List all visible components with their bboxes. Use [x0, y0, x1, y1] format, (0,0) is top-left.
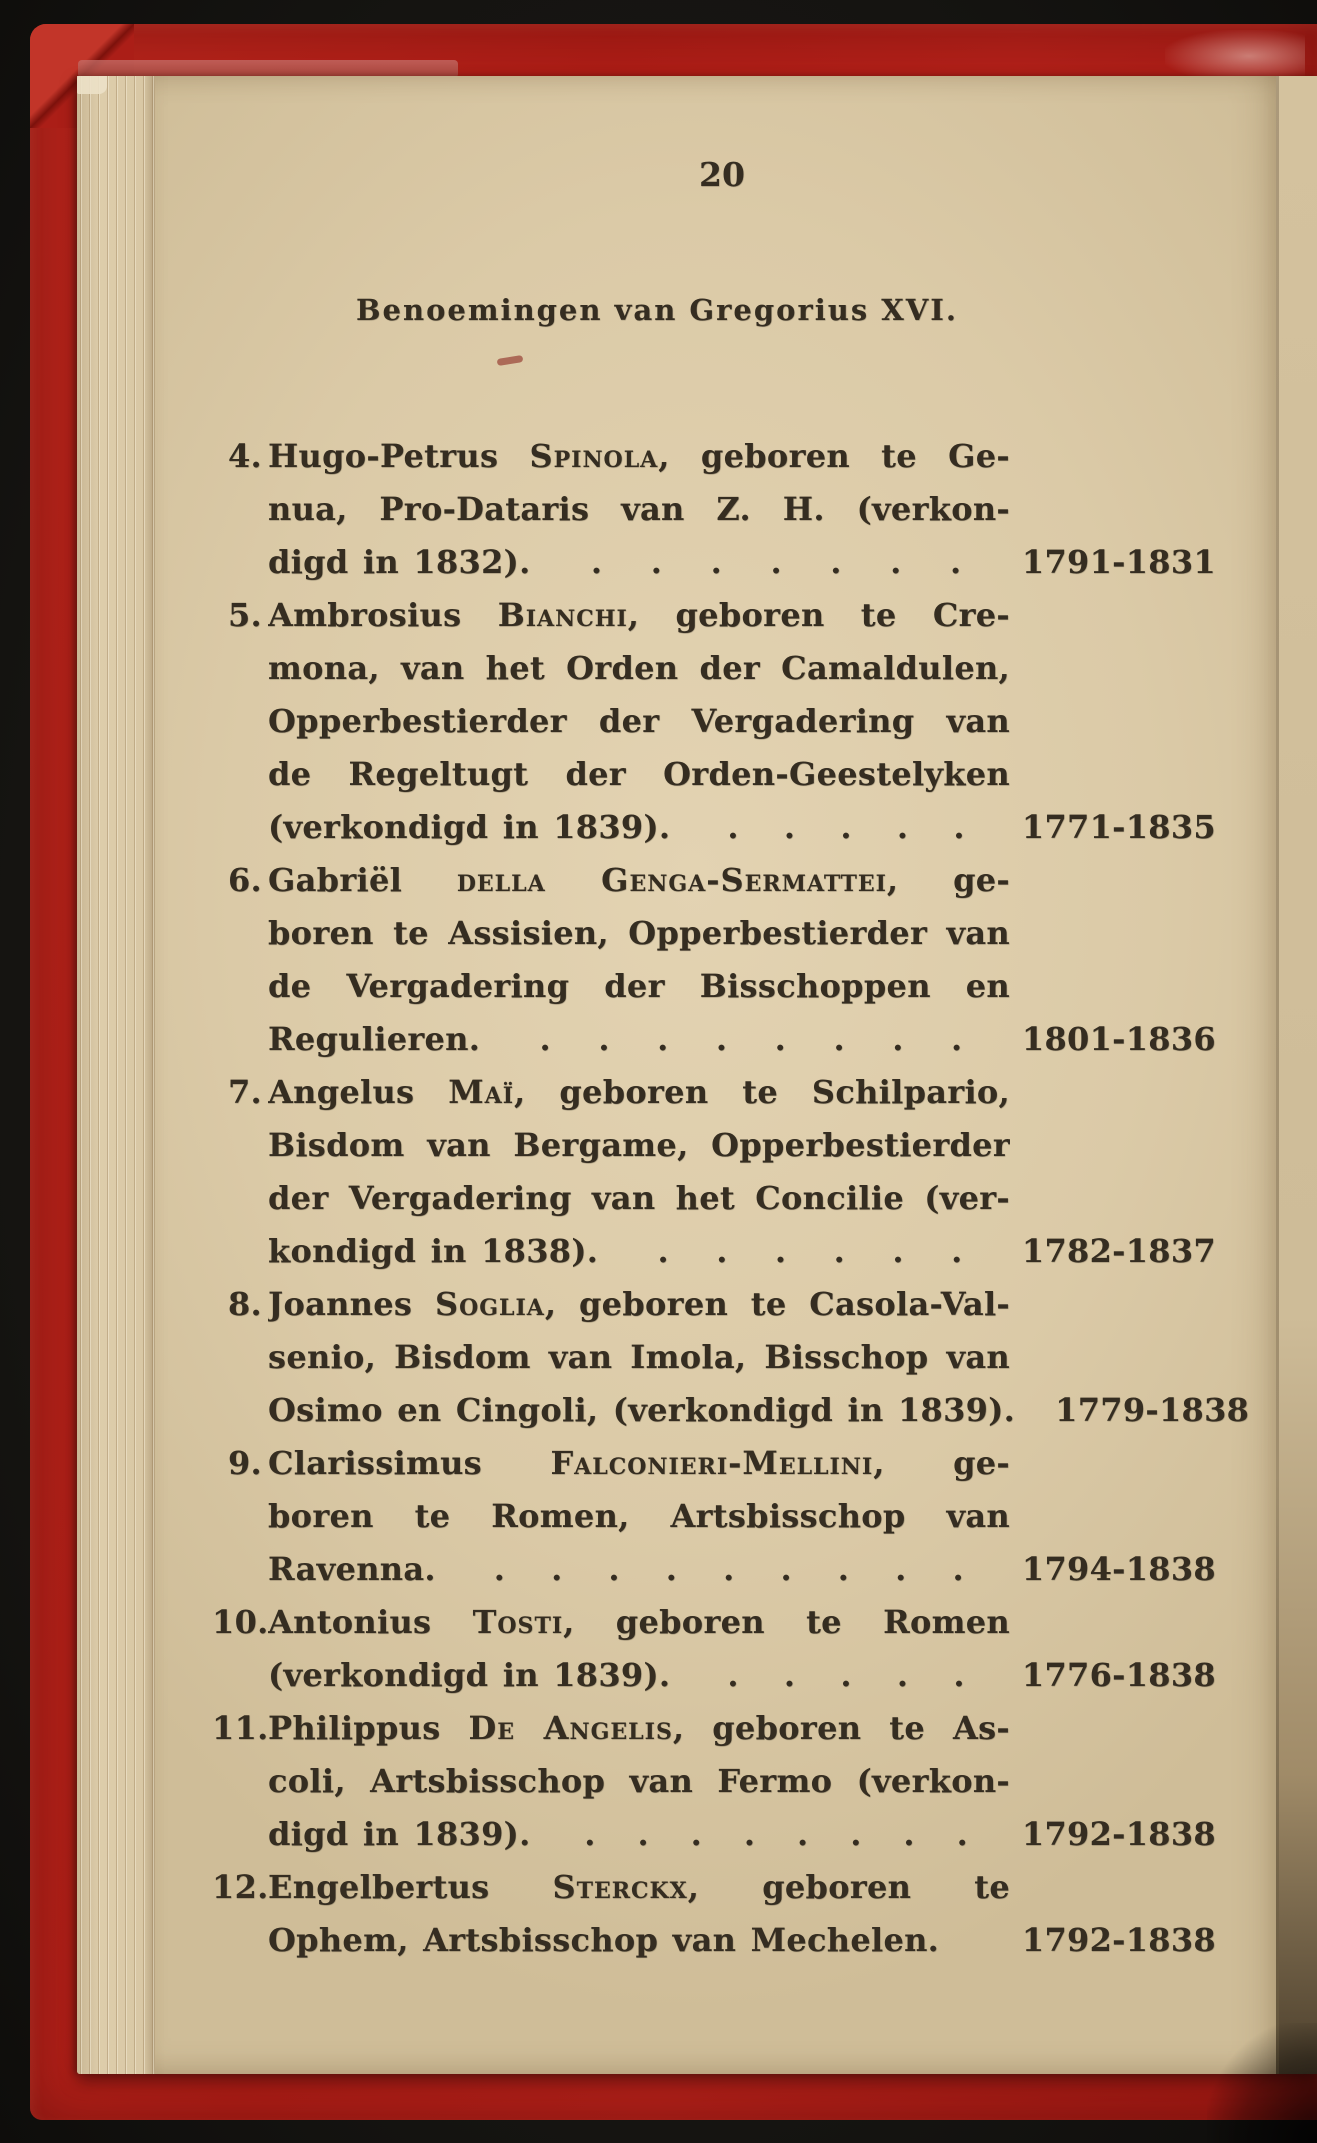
entry-final-line: [268, 1914, 1216, 1967]
entry-number: 10.: [212, 1603, 269, 1641]
entry-number: 7.: [227, 1073, 262, 1111]
leader-dots: . . . . . . . .: [584, 1815, 969, 1853]
entry-final-line: [268, 1384, 1250, 1437]
list-entry: [212, 854, 1216, 1066]
entry-text-line: boren te Assisien, Opperbestierder van: [268, 914, 1010, 952]
entries-list: [212, 430, 1250, 1967]
entry-final-text: digd in 1839).: [268, 1815, 531, 1853]
entry-final-line: [268, 1225, 1216, 1278]
list-entry: [212, 1278, 1250, 1437]
list-entry: [212, 1066, 1216, 1278]
entry-number: 9.: [227, 1444, 262, 1482]
entry-final-text: (verkondigd in 1839).: [268, 1656, 671, 1694]
entry-final-text: kondigd in 1838).: [268, 1232, 599, 1270]
list-entry: [212, 1437, 1216, 1596]
cover-scuff-mark: [1165, 30, 1305, 82]
list-entry: [212, 589, 1216, 854]
entry-text-line: Ambrosius Bianchi, geboren te Cre-: [268, 596, 1010, 634]
leader-dots: . . . . .: [727, 1656, 965, 1694]
entry-text-line: Opperbestierder der Vergadering van: [268, 702, 1010, 740]
entry-final-text: Ophem, Artsbisschop van Mechelen.: [268, 1921, 940, 1959]
page-corner-chip: [77, 76, 107, 94]
entry-final-text: Regulieren.: [268, 1020, 481, 1058]
entry-text-line: de Regeltugt der Orden-Geestelyken: [268, 755, 1010, 793]
entry-text-line: Clarissimus Falconieri-Mellini, ge-: [268, 1444, 1010, 1482]
list-entry: [212, 1702, 1216, 1861]
entry-number: 4.: [227, 437, 262, 475]
page-number: 20: [699, 155, 745, 194]
entry-final-text: Ravenna.: [268, 1550, 436, 1588]
entry-number: 5.: [227, 596, 262, 634]
entry-text-line: senio, Bisdom van Imola, Bisschop van: [268, 1338, 1010, 1376]
entry-number: 6.: [227, 861, 262, 899]
entry-final-line: [268, 1543, 1216, 1596]
entry-date: 1794-1838: [1021, 1550, 1216, 1588]
entry-date: 1792-1838: [1021, 1815, 1216, 1853]
entry-text-line: mona, van het Orden der Camaldulen,: [268, 649, 1010, 687]
next-page-edge: [1279, 76, 1317, 2074]
entry-text-line: Angelus Maï, geboren te Schilpario,: [268, 1073, 1010, 1111]
entry-text-line: Hugo-Petrus Spinola, geboren te Ge-: [268, 437, 1010, 475]
entry-date: 1771-1835: [1021, 808, 1216, 846]
list-entry: [212, 1861, 1216, 1967]
entry-text-line: Engelbertus Sterckx, geboren te: [268, 1868, 1010, 1906]
entry-final-text: (verkondigd in 1839).: [268, 808, 671, 846]
entry-final-line: [268, 1013, 1216, 1066]
corner-shadow: [1207, 2023, 1317, 2143]
entry-final-line: [268, 801, 1216, 854]
entry-date: 1791-1831: [1021, 543, 1216, 581]
entry-final-text: Osimo en Cingoli, (verkondigd in 1839).: [268, 1391, 1016, 1429]
entry-final-line: [268, 536, 1216, 589]
entry-text-line: der Vergadering van het Concilie (ver-: [268, 1179, 1010, 1217]
entry-final-line: [268, 1649, 1216, 1702]
entry-text-line: Joannes Soglia, geboren te Casola-Val-: [268, 1285, 1010, 1323]
entry-text-line: de Vergadering der Bisschoppen en: [268, 967, 1010, 1005]
entry-text-line: Gabriël della Genga-Sermattei, ge-: [268, 861, 1010, 899]
entry-number: 11.: [212, 1709, 269, 1747]
leader-dots: . . . . . . .: [590, 543, 962, 581]
entry-text-line: boren te Romen, Artsbisschop van: [268, 1497, 1010, 1535]
entry-final-text: digd in 1832).: [268, 543, 531, 581]
entry-date: 1779-1838: [1055, 1391, 1250, 1429]
entry-final-line: [268, 1808, 1216, 1861]
leader-dots: . . . . . . . . .: [493, 1550, 964, 1588]
entry-date: 1776-1838: [1021, 1656, 1216, 1694]
entry-date: 1801-1836: [1021, 1020, 1216, 1058]
entry-number: 8.: [227, 1285, 262, 1323]
entry-date: 1792-1838: [1021, 1921, 1216, 1959]
section-heading: Benoemingen van Gregorius XVI.: [356, 293, 958, 327]
list-entry: [212, 1596, 1216, 1702]
entry-text-line: Philippus De Angelis, geboren te As-: [268, 1709, 1010, 1747]
list-entry: [212, 430, 1216, 589]
entry-text-line: Antonius Tosti, geboren te Romen: [268, 1603, 1010, 1641]
entry-text-line: nua, Pro-Dataris van Z. H. (verkon-: [268, 490, 1010, 528]
leader-dots: . . . . .: [727, 808, 965, 846]
page-edges: [77, 76, 157, 2074]
leader-dots: . . . . . .: [657, 1232, 963, 1270]
entry-text-line: Bisdom van Bergame, Opperbestierder: [268, 1126, 1010, 1164]
leader-dots: . . . . . . . .: [539, 1020, 963, 1058]
entry-date: 1782-1837: [1021, 1232, 1216, 1270]
entry-number: 12.: [212, 1868, 269, 1906]
entry-text-line: coli, Artsbisschop van Fermo (verkon-: [268, 1762, 1010, 1800]
